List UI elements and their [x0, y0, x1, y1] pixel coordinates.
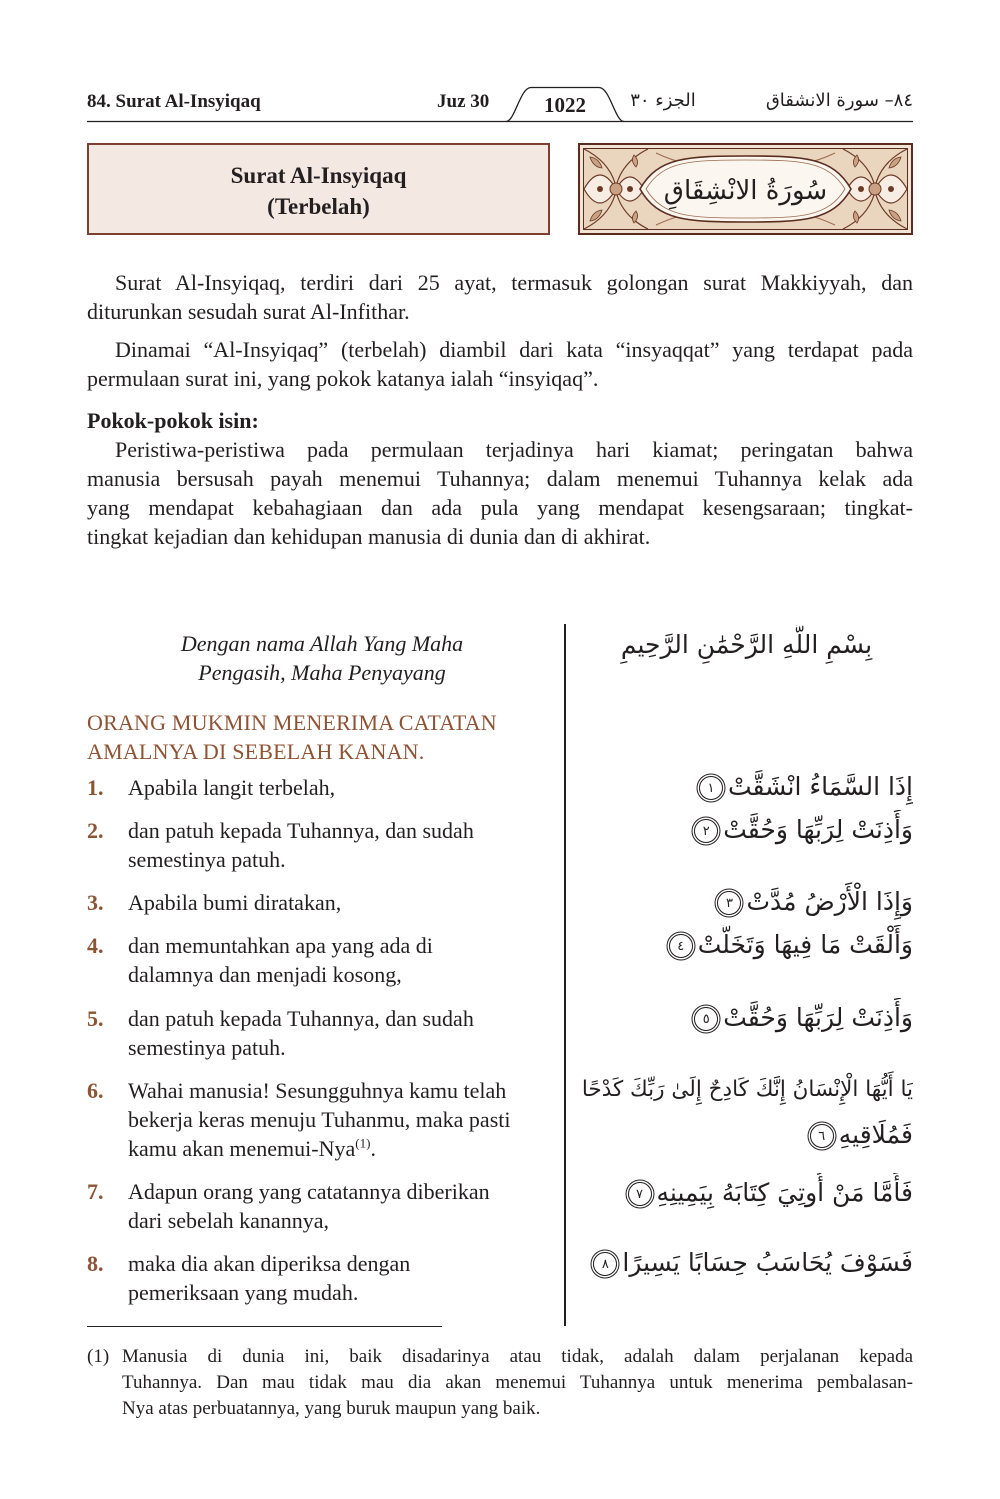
footnote-text [122, 1344, 913, 1422]
verse-7-arabic [580, 1173, 913, 1213]
text-line: dan memuntahkan apa yang ada di [128, 933, 433, 958]
text-line: diturunkan sesudah surat Al-Infithar. [87, 299, 410, 324]
verse-4-arabic [580, 925, 913, 965]
verse-6-arabic-line-1: يَا أَيُّهَا الْإِنْسَانُ إِنَّكَ كَادِحٌ إِلَىٰ رَبِّكَ كَدْحًا [581, 1077, 913, 1102]
arabic-text: وَإِذَا الْأَرْضُ مُدَّتْ [746, 887, 913, 916]
arabic-text: فَأَمَّا مَنْ أُوتِيَ كِتَابَهُ بِيَمِينِهِ [656, 1178, 913, 1207]
text-line: dan patuh kepada Tuhannya, dan sudah [128, 818, 474, 843]
text-line: maka dia akan diperiksa dengan [128, 1251, 411, 1276]
text-line: Apabila bumi diratakan, [128, 890, 342, 915]
header-surah-arabic: ٨٤– سورة الانشقاق [765, 90, 913, 111]
verse-translation [128, 931, 558, 989]
surah-subtitle: (Terbelah) [267, 194, 370, 219]
surah-banner [578, 143, 913, 235]
verse-1-arabic [580, 767, 913, 807]
verse-translation [128, 816, 558, 874]
text-line: Surat Al-Insyiqaq, terdiri dari 25 ayat, termasuk golongan surat Makkiyyah, dan [115, 270, 913, 295]
text-line: dari sebelah kanannya, [128, 1208, 329, 1233]
topics-paragraph [87, 435, 913, 551]
text-line: Nya atas perbuatannya, yang buruk maupun yang baik. [122, 1398, 541, 1419]
text-line: Dengan nama Allah Yang Maha [180, 631, 464, 656]
basmalah-translation [87, 629, 557, 687]
page-number: 1022 [544, 93, 586, 117]
verse-number: 6. [87, 1078, 104, 1103]
ayah-end-marker: ٦ [810, 1124, 834, 1148]
arabic-text: وَأَذِنَتْ لِرَبِّهَا وَحُقَّتْ [723, 815, 913, 844]
text-line: semestinya patuh. [128, 1035, 286, 1060]
verse-5-arabic [580, 998, 913, 1038]
section-heading [87, 708, 557, 766]
text-line: dalamnya dan menjadi kosong, [128, 962, 402, 987]
header-juz-arabic: الجزء ٣٠ [630, 90, 696, 111]
text-line [128, 1134, 558, 1163]
topics-heading: Pokok-pokok isin: [87, 408, 259, 433]
header-surah-label: 84. Surat Al-Insyiqaq [87, 91, 261, 112]
intro-paragraph-1 [87, 268, 913, 326]
verse-2-arabic [580, 810, 913, 850]
ayah-end-marker: ٣ [717, 891, 741, 915]
text-line: bekerja keras menuju Tuhanmu, maka pasti [128, 1107, 511, 1132]
text-line: semestinya patuh. [128, 847, 286, 872]
text-line: Wahai manusia! Sesungguhnya kamu telah [128, 1078, 507, 1103]
banner-arabic-title: سُورَةُ الانْشِقَاقِ [663, 176, 828, 206]
intro-paragraph-2 [87, 335, 913, 393]
arabic-text: فَمُلَاقِيهِ [838, 1120, 913, 1149]
verse-number: 7. [87, 1179, 104, 1204]
footnote-marker: (1) [87, 1346, 110, 1367]
ayah-end-marker: ١ [699, 776, 723, 800]
verse-number: 1. [87, 775, 104, 800]
line-end-punctuation: . [370, 1136, 376, 1161]
verse-translation [128, 888, 558, 917]
text-line: dan patuh kepada Tuhannya, dan sudah [128, 1006, 474, 1031]
verse-number: 2. [87, 818, 104, 843]
verse-translation [128, 1177, 558, 1235]
basmalah-arabic: بِسْمِ اللَّهِ الرَّحْمَٰنِ الرَّحِيمِ [620, 630, 873, 659]
verse-number: 3. [87, 890, 104, 915]
verse-number: 4. [87, 933, 104, 958]
text-line: Pengasih, Maha Penyayang [198, 660, 446, 685]
text-line: yang mendapat kebahagiaan dan ada pula yang mendapat kesengsaraan; tingkat- [87, 495, 913, 520]
text-line: permulaan surat ini, yang pokok katanya ialah “insyiqaq”. [87, 366, 599, 391]
footnote-reference[interactable]: (1) [355, 1135, 371, 1151]
verse-number: 5. [87, 1006, 104, 1031]
column-divider [564, 624, 566, 1326]
text-line: AMALNYA DI SEBELAH KANAN. [87, 739, 425, 764]
surah-title-box [87, 143, 550, 235]
ayah-end-marker: ٢ [694, 819, 718, 843]
verse-6-arabic-line-2 [580, 1115, 913, 1155]
text-line: Apabila langit terbelah, [128, 775, 336, 800]
verse-translation [128, 1249, 558, 1307]
arabic-text: إِذَا السَّمَاءُ انْشَقَّتْ [727, 772, 913, 801]
arabic-text: فَسَوْفَ يُحَاسَبُ حِسَابًا يَسِيرًا [622, 1248, 913, 1277]
ayah-end-marker: ٨ [593, 1252, 617, 1276]
text-line: Dinamai “Al-Insyiqaq” (terbelah) diambil dari kata “insyaqqat” yang terdapat pada [115, 337, 913, 362]
ayah-end-marker: ٤ [669, 934, 693, 958]
text-line: tingkat kejadian dan kehidupan manusia di dunia dan di akhirat. [87, 524, 651, 549]
text-line: ORANG MUKMIN MENERIMA CATATAN [87, 710, 497, 735]
verse-translation [128, 773, 558, 802]
ayah-end-marker: ٥ [694, 1007, 718, 1031]
text-line: Peristiwa-peristiwa pada permulaan terjadinya hari kiamat; peringatan bahwa [115, 437, 913, 462]
surah-title: Surat Al-Insyiqaq [230, 163, 407, 188]
text-line-content: kamu akan menemui-Nya [128, 1136, 356, 1161]
header-juz-label: Juz 30 [437, 91, 490, 112]
verse-number: 8. [87, 1251, 104, 1276]
verse-8-arabic [580, 1243, 913, 1283]
verse-translation [128, 1076, 558, 1163]
arabic-text: وَأَلْقَتْ مَا فِيهَا وَتَخَلَّتْ [697, 930, 913, 959]
arabic-text: وَأَذِنَتْ لِرَبِّهَا وَحُقَّتْ [723, 1003, 913, 1032]
footnote-rule [87, 1326, 442, 1327]
text-line: Tuhannya. Dan mau tidak mau dia akan menemui Tuhannya untuk menerima pembalasan- [122, 1372, 913, 1393]
text-line: manusia bersusah payah menemui Tuhannya; dalam menemui Tuhannya kelak ada [87, 466, 913, 491]
text-line: pemeriksaan yang mudah. [128, 1280, 359, 1305]
verse-translation [128, 1004, 558, 1062]
ayah-end-marker: ٧ [628, 1182, 652, 1206]
verse-3-arabic [580, 882, 913, 922]
text-line: Manusia di dunia ini, baik disadarinya atau tidak, adalah dalam perjalanan kepada [122, 1346, 913, 1367]
text-line: Adapun orang yang catatannya diberikan [128, 1179, 490, 1204]
